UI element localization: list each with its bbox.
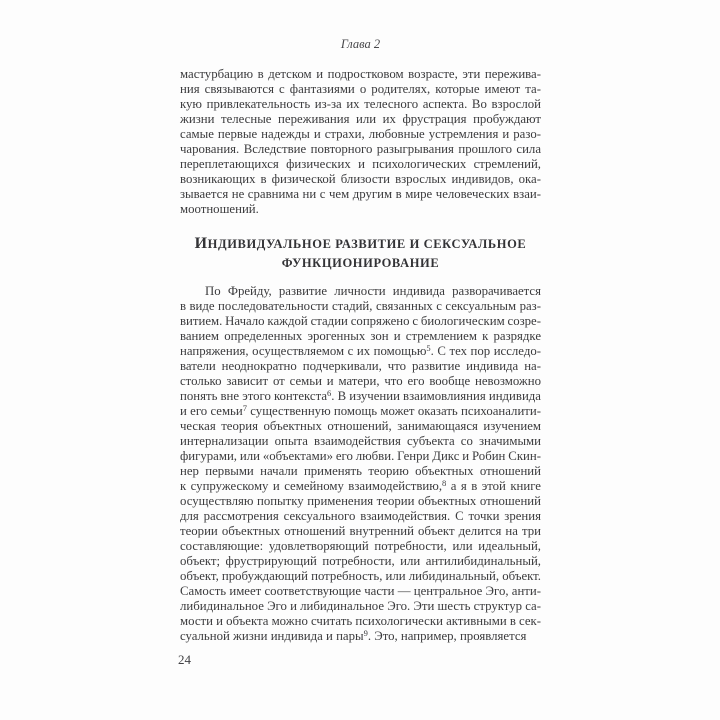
paragraph-body (180, 284, 541, 644)
page-number: 24 (178, 652, 191, 667)
text-line: ческая теория объектных отношений, занимающаяся изучением (180, 419, 541, 433)
footnote-marker: 9 (363, 628, 368, 638)
text-line: напряжения, осуществляемом с их помощью$^5$. С тех пор исследо- (180, 343, 541, 358)
footnote-marker: 5 (426, 343, 431, 353)
footnote-marker: 8 (442, 478, 447, 488)
text-line: либидинальное Эго и либидинальное Эго. Эти шесть структур са- (180, 599, 541, 613)
text-line: зывается не сравнима ни с чем другим в мире человеческих взаи- (180, 187, 541, 201)
text-line: По Фрейду, развитие личности индивида разворачивается (205, 284, 541, 298)
text-line: чарования. Вследствие повторного разыгрывания прошлого сила (180, 142, 541, 156)
text-line: переплетающихся физических и психологических стремлений, (180, 157, 541, 171)
text-line: объект, пробуждающий потребность, или либидинальный, объект. (180, 569, 541, 583)
text-line: моотношений. (180, 202, 259, 216)
text-line: витием. Начало каждой стадии сопряжено с биологическим созре- (180, 314, 541, 328)
text-line: ватели неоднократно подчеркивали, что развитие индивида на- (180, 359, 541, 373)
text-line: фигурами, или «объектами» его любви. Генри Дикс и Робин Скин- (180, 449, 541, 463)
footnote-marker: 7 (242, 403, 247, 413)
text-line: жизни телесные переживания или их фрустрация пробуждают (180, 112, 541, 126)
text-line: в виде последовательности стадий, связанных с сексуальным раз- (180, 299, 541, 313)
text-line: возникающих в физической близости взрослых индивидов, ока- (180, 172, 541, 186)
section-heading (180, 234, 541, 273)
text-line: составляющие: удовлетворяющий потребности, или идеальный, (180, 539, 541, 553)
footnote-marker: 6 (327, 388, 332, 398)
text-line: понять вне этого контекста$^6$. В изучении взаимовлияния индивида (180, 388, 541, 403)
text-line: объект; фрустрирующий потребности, или антилибидинальный, (180, 554, 541, 568)
text-line: теории объектных отношений внутренний объект делится на три (180, 524, 541, 538)
section-heading-line2: ФУНКЦИОНИРОВАНИЕ (281, 256, 440, 270)
text-line: осуществляю попытку применения теории объектных отношений (180, 494, 541, 508)
text-line: и его семьи$^7$ существенную помощь может оказать психоаналити- (180, 403, 541, 418)
text-line: ния связываются с фантазиями о родителях, которые имеют та- (180, 82, 541, 96)
text-line: мастурбацию в детском и подростковом возрасте, эти пережива- (180, 67, 541, 81)
text-line: интернализации опыта взаимодействия субъекта со значимыми (180, 434, 541, 448)
text-line: самые первые надежды и страхи, любовные устремления и разо- (180, 127, 541, 141)
text-line: нер первыми начали применять теорию объектных отношений (180, 464, 541, 478)
text-line: ванием определенных эрогенных зон и стремлением к разрядке (180, 329, 541, 343)
text-line: столько зависит от семьи и матери, что его вообще невозможно (180, 374, 541, 388)
text-line: для рассмотрения сексуального взаимодействия. С точки зрения (180, 509, 541, 523)
section-heading-line1: ИНДИВИДУАЛЬНОЕ РАЗВИТИЕ И СЕКСУАЛЬНОЕ (194, 235, 527, 252)
text-line: суальной жизни индивида и пары$^9$. Это, например, проявляется (180, 628, 527, 643)
text-line: кую привлекательность из-за их телесного аспекта. Во взрослой (180, 97, 541, 111)
paragraph-continuation (180, 67, 541, 217)
text-line: Самость имеет соответствующие части — центральное Эго, анти- (180, 584, 541, 598)
text-line: к супружескому и семейному взаимодействию,$^8$ а я в этой книге (180, 478, 541, 493)
text-line: мости и объекта можно считать психологически активными в сек- (180, 614, 541, 628)
running-head-chapter: Глава 2 (340, 37, 381, 51)
